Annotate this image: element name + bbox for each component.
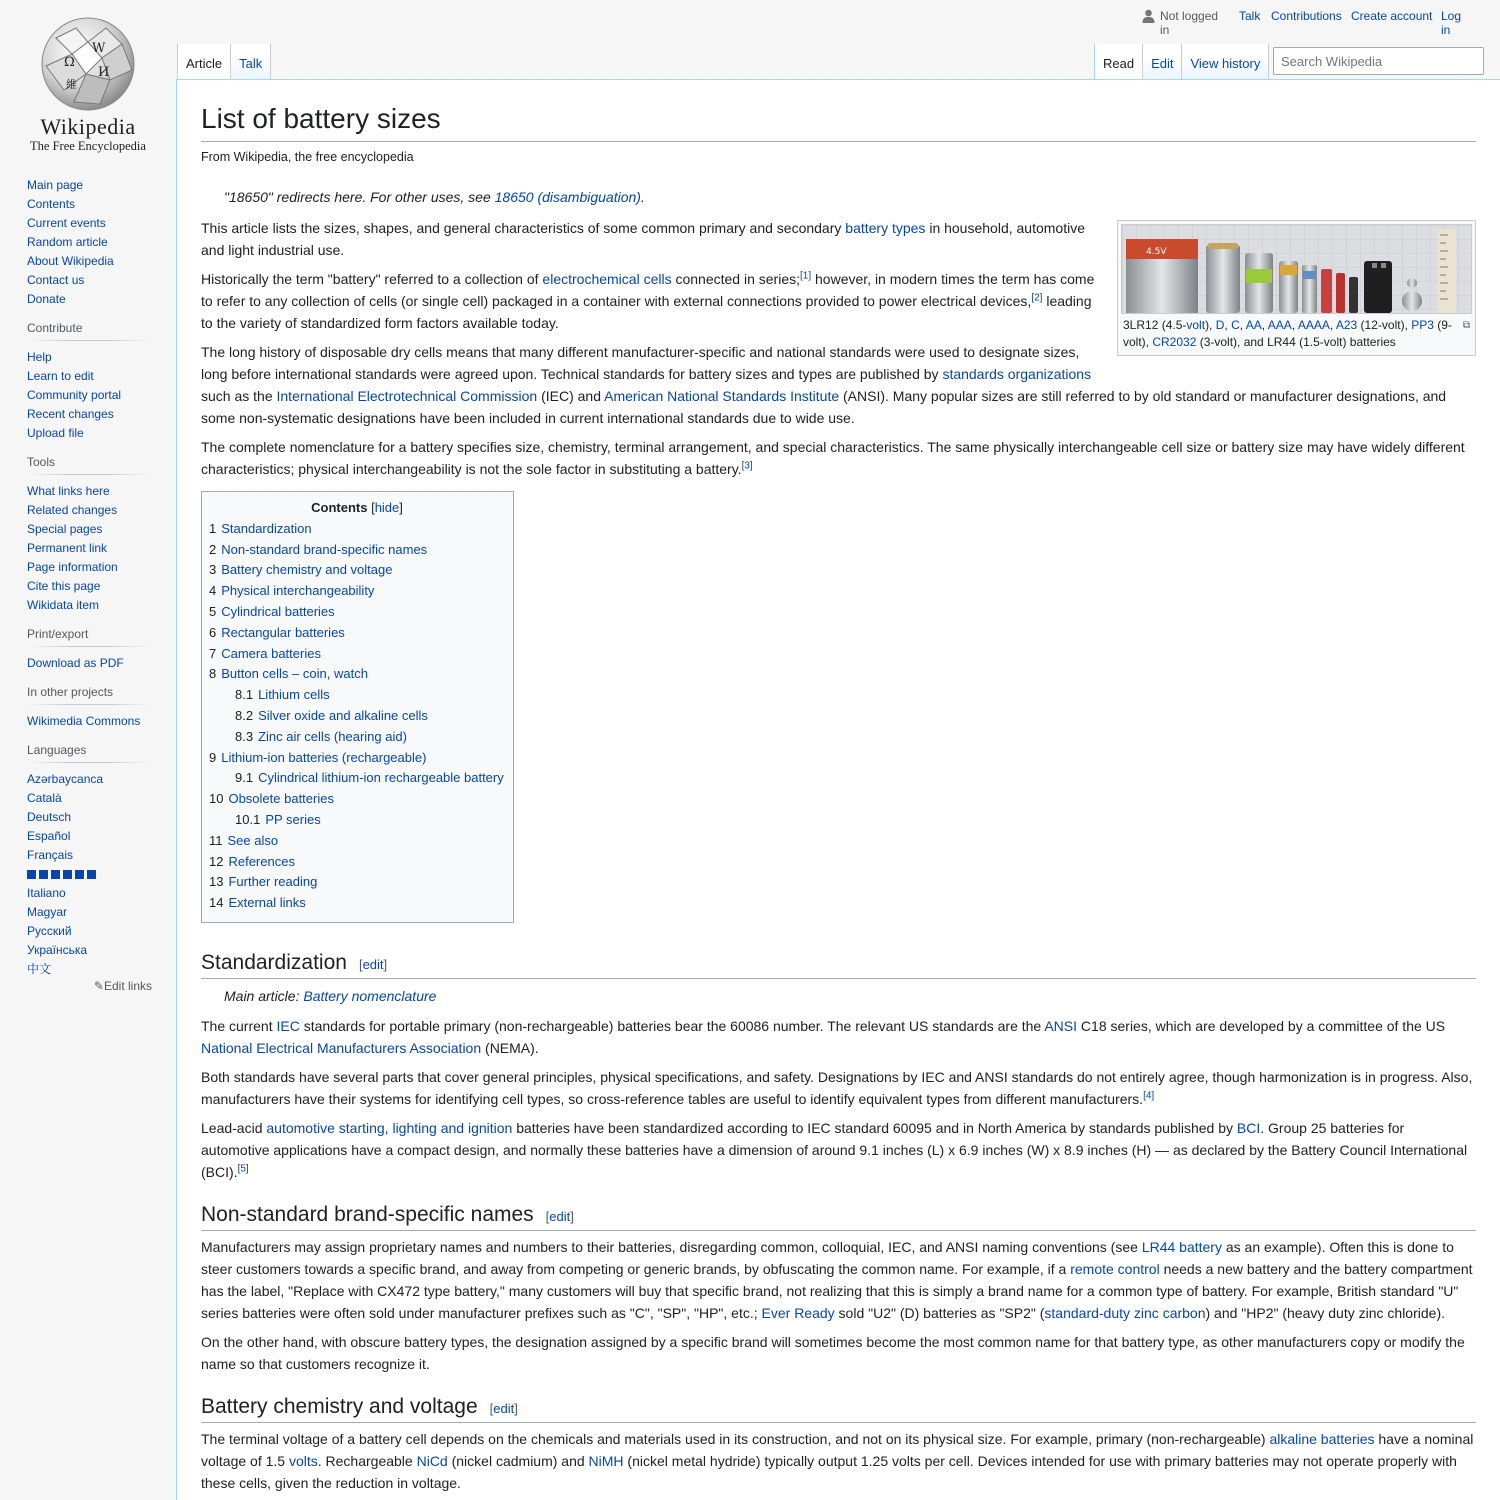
toc-number: 11 (209, 832, 223, 848)
sidebar-item-download-pdf[interactable]: Download as PDF (27, 656, 124, 670)
section-heading-chemistry (201, 1393, 1476, 1423)
text: in household, automotive and light industrial use. (201, 219, 1085, 258)
toc-item[interactable] (209, 872, 505, 893)
edit-section-link[interactable]: edit (362, 956, 384, 972)
tools-portal (0, 455, 176, 615)
toc-link[interactable]: Physical interchangeability (221, 583, 375, 599)
text: such as the (201, 387, 277, 404)
section-heading-brand-names (201, 1201, 1476, 1231)
volts-link[interactable]: volts (288, 1453, 318, 1470)
sidebar-item-donate[interactable]: Donate (27, 292, 66, 306)
sidebar-item-wikidata-item[interactable]: Wikidata item (27, 598, 100, 612)
sidebar-item-what-links-here[interactable]: What links here (27, 484, 110, 498)
toc-number: 10 (209, 791, 224, 807)
section-title: Standardization (201, 950, 347, 974)
body-paragraph (201, 1428, 1476, 1494)
sidebar-item-cite-this-page[interactable]: Cite this page (27, 579, 101, 593)
not-logged-in-label: Not logged in (1160, 9, 1219, 37)
toc-number: 3 (209, 562, 217, 578)
toc-item[interactable] (209, 748, 505, 769)
toc-link[interactable]: PP series (265, 811, 321, 827)
caption-text: , (1239, 317, 1246, 332)
tab-talk[interactable]: Talk (231, 44, 271, 80)
nimh-link[interactable]: NiMH (588, 1453, 624, 1470)
caption-text: 3LR12 (4.5- (1123, 317, 1187, 332)
toc-number: 5 (209, 603, 217, 619)
globe-logo-icon (36, 14, 140, 112)
toc-item[interactable] (209, 727, 505, 748)
sidebar-item-learn-to-edit[interactable]: Learn to edit (27, 369, 94, 383)
edit-links-label: Edit links (103, 979, 152, 993)
sidebar-item-current-events[interactable]: Current events (27, 216, 106, 230)
table-of-contents (201, 491, 514, 923)
caption-text: , (1224, 317, 1232, 332)
toc-item[interactable] (209, 602, 505, 623)
text: . Group 25 batteries for automotive applications have a compact design, and normally these batteries have a dimension of around 9.1 inches (L) x 6.9 inches (W) x 8.9 inches (H) — as declared by the Battery Council International (BCI). (201, 1119, 1468, 1180)
languages-portal (0, 743, 176, 993)
toc-item[interactable] (209, 540, 505, 561)
toc-item[interactable] (209, 810, 505, 831)
text: C18 series, which are developed by a committee of the US (1077, 1017, 1446, 1034)
svg-text:Ω: Ω (64, 55, 75, 70)
text: as an example). Often this is done to steer customers towards a specific brand, and away from competing or generic brands, by obfuscating the common name. For example, if a (201, 1238, 1454, 1277)
toc-link[interactable]: Cylindrical lithium-ion rechargeable battery (258, 770, 504, 786)
toc-number: 4 (209, 583, 217, 599)
edit-section-link[interactable]: edit (493, 1400, 515, 1416)
sidebar-item-permanent-link[interactable]: Permanent link (27, 541, 108, 555)
language-link[interactable]: Русский (27, 924, 72, 938)
text: leading to the variety of standardized form factors available today. (201, 292, 1092, 331)
text: . Rechargeable (317, 1453, 417, 1470)
toc-number: 12 (209, 853, 224, 869)
toc-link[interactable]: References (228, 853, 295, 869)
volt-link[interactable]: volt (1186, 317, 1206, 332)
sidebar-item-random-article[interactable]: Random article (27, 235, 108, 249)
sidebar-item-community-portal[interactable]: Community portal (27, 388, 122, 402)
text: Lead-acid (201, 1119, 267, 1136)
text: (NEMA). (481, 1039, 539, 1056)
toc-link[interactable]: Cylindrical batteries (221, 603, 335, 619)
sidebar-item-upload-file[interactable]: Upload file (27, 426, 84, 440)
text: standards for portable primary (non-rechargeable) batteries bear the 60086 number. The relevant US standards are the (299, 1017, 1045, 1034)
nicd-link[interactable]: NiCd (416, 1453, 448, 1470)
toc-item[interactable] (209, 685, 505, 706)
language-link[interactable]: Azərbaycanca (27, 772, 104, 786)
language-link[interactable]: 中文 (27, 962, 52, 976)
svg-text:維: 維 (66, 78, 77, 91)
toc-title: Contents [hide] (311, 499, 403, 515)
projects-portal (0, 685, 176, 731)
tab-read[interactable]: Read (1094, 44, 1143, 80)
aaa-battery-link[interactable]: AAA (1267, 317, 1292, 332)
wikipedia-logo[interactable] (0, 0, 176, 160)
text: (nickel metal hydride) typically output 1.25 volts per cell. Devices intended for use with primary batteries may not operate properly with these cells, given the reduction in voltage. (201, 1453, 1457, 1492)
reference-link[interactable]: [1] (800, 270, 812, 282)
toc-item[interactable] (209, 831, 505, 852)
languages-heading: Languages (27, 743, 151, 764)
zinc-carbon-link[interactable]: standard-duty zinc carbon (1044, 1304, 1206, 1321)
edit-section-link[interactable]: edit (549, 1208, 571, 1224)
sidebar (0, 176, 176, 1005)
aaaa-battery-link[interactable]: AAAA (1297, 317, 1330, 332)
a23-battery-link[interactable]: A23 (1335, 317, 1358, 332)
iec-link[interactable]: International Electrotechnical Commission (276, 387, 538, 404)
section-edit: [edit] (489, 1400, 518, 1416)
caption-text: (9-volt), (1123, 317, 1452, 349)
talk-link[interactable]: Talk (1239, 9, 1261, 23)
projects-heading: In other projects (27, 685, 151, 706)
text: have a nominal voltage of 1.5 (201, 1431, 1474, 1470)
toc-link[interactable]: Lithium cells (258, 687, 330, 703)
text: (nickel cadmium) and (447, 1453, 589, 1470)
text: The long history of disposable dry cells means that many different manufacturer-specific and national standards were used to designate sizes, long before international standards were agreed upon. Technical standards for battery sizes and types are published by (201, 343, 1080, 382)
page-title: List of battery sizes (201, 101, 1476, 142)
language-link[interactable]: Català (27, 791, 62, 805)
namespace-tabs (177, 44, 271, 80)
hatnote-text: "18650" redirects here. For other uses, see (224, 189, 495, 206)
toc-number: 8.1 (235, 687, 254, 703)
toc-link[interactable]: Silver oxide and alkaline cells (258, 707, 428, 723)
intro-paragraph (201, 436, 1476, 480)
tab-edit[interactable]: Edit (1143, 44, 1182, 80)
hatnote (201, 186, 1476, 208)
caption-text: (12-volt), (1357, 317, 1412, 332)
toc-number: 6 (209, 624, 217, 640)
body-paragraph (201, 1015, 1476, 1059)
contributions-link[interactable]: Contributions (1271, 9, 1342, 23)
text: The terminal voltage of a battery cell depends on the chemicals and materials used in its construction, and not on its physical size. For example, primary (non-rechargeable) (201, 1431, 1270, 1448)
text: however, in modern times the term has come to refer to any collection of cells (or single cell) packaged in a container with external connections provided to power electrical devices, (201, 270, 1095, 309)
toc-item[interactable] (209, 644, 505, 665)
toc-item[interactable] (209, 560, 505, 581)
text: ) and "HP2" (heavy duty zinc chloride). (1205, 1304, 1445, 1321)
sidebar-item-related-changes[interactable]: Related changes (27, 503, 118, 517)
toc-link[interactable]: Lithium-ion batteries (rechargeable) (221, 749, 427, 765)
ever-ready-link[interactable]: Ever Ready (761, 1304, 835, 1321)
toc-link[interactable]: Camera batteries (221, 645, 321, 661)
caption-text: , (1291, 317, 1298, 332)
toc-number: 10.1 (235, 811, 261, 827)
sidebar-item-help[interactable]: Help (27, 350, 52, 364)
toc-heading: Contents (311, 499, 368, 515)
battery-types-link[interactable]: battery types (845, 219, 926, 236)
cr2032-battery-link[interactable]: CR2032 (1152, 334, 1197, 349)
caption-text: ), (1205, 317, 1216, 332)
reference-link[interactable]: [3] (741, 460, 753, 472)
toc-number: 8.2 (235, 707, 254, 723)
language-link[interactable]: Français (27, 848, 74, 862)
tab-article[interactable]: Article (177, 44, 231, 80)
text: Manufacturers may assign proprietary names and numbers to their batteries, disregarding common, colloquial, IEC, and ANSI naming conventions (see (201, 1238, 1142, 1255)
toc-link[interactable]: Standardization (221, 520, 312, 536)
hatnote-text: Main article: (224, 988, 304, 1005)
lr44-battery-link[interactable]: LR44 battery (1141, 1238, 1222, 1255)
toc-item[interactable] (209, 789, 505, 810)
text: This article lists the sizes, shapes, and general characteristics of some common primary and secondary (201, 219, 846, 236)
reference-link[interactable]: [2] (1031, 292, 1043, 304)
ansi-link[interactable]: ANSI (1044, 1017, 1078, 1034)
contribute-heading: Contribute (27, 321, 151, 342)
sidebar-item-contents[interactable]: Contents (27, 197, 76, 211)
toc-item[interactable] (209, 519, 505, 540)
body-paragraph (201, 1236, 1476, 1324)
logo-tagline: The Free Encyclopedia (30, 139, 146, 153)
toc-link[interactable]: Obsolete batteries (228, 791, 334, 807)
image-caption (1121, 314, 1472, 352)
section-edit: [edit] (545, 1208, 574, 1224)
toc-item[interactable] (209, 893, 505, 914)
toc-number: 2 (209, 541, 217, 557)
toc-number: 8.3 (235, 728, 254, 744)
wordmark: Wikipedia (40, 114, 136, 139)
view-tabs (1094, 44, 1269, 80)
sidebar-item-page-information[interactable]: Page information (27, 560, 118, 574)
print-portal (0, 627, 176, 673)
language-link[interactable]: Deutsch (27, 810, 72, 824)
toc-number: 1 (209, 520, 217, 536)
text: The complete nomenclature for a battery specifies size, chemistry, terminal arrangement, and special characteristics. The same physically interchangeable cell size or battery size may have widely different characteristics; physical interchangeability is not the sole factor in substituting a battery. (201, 438, 1465, 477)
toc-item[interactable] (209, 581, 505, 602)
section-title: Battery chemistry and voltage (201, 1394, 478, 1418)
create-account-link[interactable]: Create account (1351, 9, 1433, 23)
c-battery-link[interactable]: C (1231, 317, 1240, 332)
text: (IEC) and (537, 387, 605, 404)
d-battery-link[interactable]: D (1215, 317, 1225, 332)
text: connected in series; (671, 270, 800, 287)
battery-thumbnail (1117, 220, 1476, 356)
toc-link[interactable]: External links (228, 895, 306, 911)
standards-organizations-link[interactable]: standards organizations (942, 365, 1092, 382)
reference-link[interactable]: [4] (1143, 1089, 1155, 1101)
toc-link[interactable]: Zinc air cells (hearing aid) (258, 728, 407, 744)
toc-link[interactable]: Battery chemistry and voltage (221, 562, 393, 578)
toc-number: 7 (209, 645, 217, 661)
tools-heading: Tools (27, 455, 151, 476)
body-paragraph (201, 1117, 1476, 1183)
battery-image-label: 4.5V (1146, 246, 1167, 257)
text: On the other hand, with obscure battery types, the designation assigned by a specific brand will sometimes become the most common name for that battery type, as other manufacturers copy or modify the name so that customers recognize it. (201, 1333, 1465, 1372)
edit-links-button[interactable] (27, 979, 176, 993)
toc-number: 14 (209, 895, 224, 911)
toc-link[interactable]: Rectangular batteries (221, 624, 345, 640)
nema-link[interactable]: National Electrical Manufacturers Association (201, 1039, 482, 1056)
toc-hide-toggle[interactable]: hide (374, 499, 400, 515)
language-link[interactable]: Italiano (27, 886, 66, 900)
text: sold "U2" (D) batteries as "SP2" ( (834, 1304, 1045, 1321)
personal-tools (1140, 9, 1500, 39)
site-tagline: From Wikipedia, the free encyclopedia (201, 150, 414, 165)
toc-item[interactable] (209, 852, 505, 873)
toc-item[interactable] (209, 768, 505, 789)
text: Both standards have several parts that cover general principles, physical specifications, and safety. Designations by IEC and ANSI standards do not entirely agree, though harmonization is in progress. Also, manufacturers have their systems for identifying cell types, so cross-reference tables are useful to identify equivalent types from different manufacturers. (201, 1068, 1473, 1107)
svg-text:W: W (92, 41, 106, 56)
toc-number: 9 (209, 749, 217, 765)
sidebar-item-about[interactable]: About Wikipedia (27, 254, 114, 268)
toc-item[interactable] (209, 706, 505, 727)
battery-image[interactable] (1121, 224, 1472, 314)
pp3-battery-link[interactable]: PP3 (1411, 317, 1434, 332)
caption-text: , (1329, 317, 1336, 332)
toc-list (209, 519, 505, 914)
language-link-unrendered[interactable] (27, 865, 176, 884)
tab-view-history[interactable]: View history (1182, 44, 1269, 80)
text: Historically the term "battery" referred to a collection of (201, 270, 543, 287)
log-in-link[interactable]: Log in (1441, 9, 1462, 37)
bci-link[interactable]: BCI (1236, 1119, 1261, 1136)
toc-link[interactable]: See also (227, 832, 279, 848)
ansi-link[interactable]: American National Standards Institute (604, 387, 840, 404)
text: batteries have been standardized according to IEC standard 60095 and in North America by standards published by (512, 1119, 1237, 1136)
language-link[interactable]: Українська (27, 943, 88, 957)
toc-link[interactable]: Button cells – coin, watch (221, 666, 368, 682)
sidebar-item-wikimedia-commons[interactable]: Wikimedia Commons (27, 714, 141, 728)
user-icon (1142, 9, 1155, 27)
toc-item[interactable] (209, 664, 505, 685)
disambiguation-link[interactable]: 18650 (disambiguation) (494, 189, 641, 206)
sidebar-item-special-pages[interactable]: Special pages (27, 522, 103, 536)
search-input[interactable] (1273, 47, 1484, 75)
enlarge-icon[interactable]: ⧉ (1462, 319, 1470, 331)
body-paragraph (201, 1066, 1476, 1110)
language-link[interactable]: Magyar (27, 905, 68, 919)
reference-link[interactable]: [5] (237, 1162, 249, 1174)
aa-battery-link[interactable]: AA (1245, 317, 1262, 332)
toc-link[interactable]: Further reading (228, 874, 318, 890)
text: (ANSI). Many popular sizes are still referred to by old standard or manufacturer designations, and some non-systematic designations have been included in current international standards due to wide use. (201, 387, 1447, 426)
toc-number: 13 (209, 874, 224, 890)
main-article-note (201, 985, 1476, 1007)
toc-number: 9.1 (235, 770, 254, 786)
battery-nomenclature-link[interactable]: Battery nomenclature (303, 988, 437, 1005)
pencil-icon: ✎ (93, 979, 104, 993)
body-paragraph (201, 1331, 1476, 1375)
language-link[interactable]: Español (27, 829, 71, 843)
toc-item[interactable] (209, 623, 505, 644)
hatnote-text: . (640, 189, 645, 206)
svg-text:И: И (98, 65, 110, 80)
text: The current (201, 1017, 277, 1034)
section-edit: [edit] (358, 956, 388, 972)
print-heading: Print/export (27, 627, 151, 648)
alkaline-batteries-link[interactable]: alkaline batteries (1269, 1431, 1375, 1448)
sidebar-item-contact[interactable]: Contact us (27, 273, 85, 287)
section-heading-standardization (201, 949, 1476, 979)
article-content (176, 79, 1500, 1500)
text: needs a new battery and the battery compartment has the label, "Replace with CX472 type battery," many customers will buy that specific brand, not realizing that this is simply a brand name for a common type of battery. For example, British standard "U" series batteries were often sold under manufacturer prefixes such as "C", "SP", "HP", etc.; (201, 1260, 1473, 1321)
caption-text: , (1261, 317, 1268, 332)
caption-text: (3-volt), and LR44 (1.5-volt) batteries (1196, 334, 1396, 349)
toc-link[interactable]: Non-standard brand-specific names (221, 541, 428, 557)
remote-control-link[interactable]: remote control (1070, 1260, 1160, 1277)
navigation-portal (0, 176, 176, 309)
contribute-portal (0, 321, 176, 443)
toc-number: 8 (209, 666, 217, 682)
sidebar-item-recent-changes[interactable]: Recent changes (27, 407, 114, 421)
iec-link[interactable]: IEC (276, 1017, 300, 1034)
electrochemical-cells-link[interactable]: electrochemical cells (542, 270, 672, 287)
sli-battery-link[interactable]: automotive starting, lighting and ignition (266, 1119, 513, 1136)
sidebar-item-main-page[interactable]: Main page (27, 178, 84, 192)
section-title: Non-standard brand-specific names (201, 1202, 534, 1226)
